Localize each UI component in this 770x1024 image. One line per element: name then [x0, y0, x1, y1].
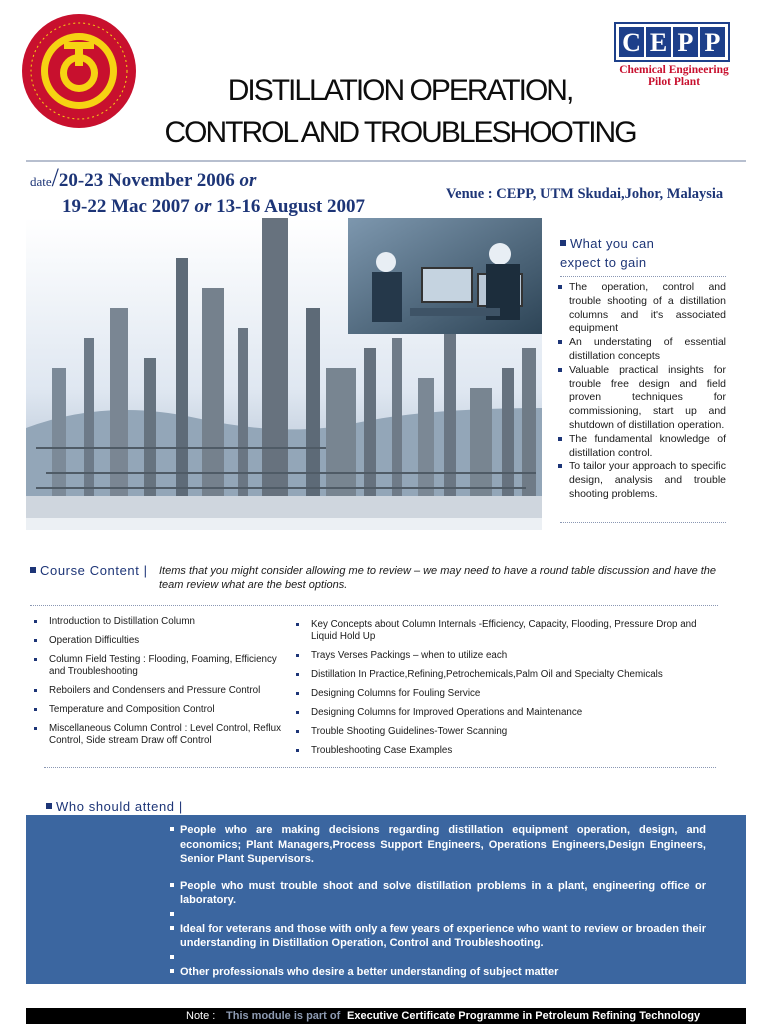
list-item: Operation Difficulties [32, 635, 282, 647]
square-bullet-icon [46, 803, 52, 809]
programme-name: Executive Certificate Programme in Petroleum Refining Technology [347, 1010, 701, 1022]
list-item: Key Concepts about Column Internals -Efficiency, Capacity, Flooding, Pressure Drop and Liquid Hold Up [294, 619, 724, 643]
list-item: Temperature and Composition Control [32, 704, 282, 716]
course-note: Items that you might consider allowing me to review – we may need to have a round table discussion and have the team review what are the best options. [159, 565, 717, 591]
list-item: People who are making decisions regarding distillation equipment operation, design, and economics; Plant Managers,Process Support Engineers, Operations Engineers,Design Engineers, Senior Plant Supervisors. [170, 823, 706, 867]
course-dates [30, 165, 365, 219]
gain-list [558, 281, 726, 502]
cepp-letters [614, 22, 730, 62]
date-or: or [239, 170, 257, 191]
list-item: The fundamental knowledge of distillation control. [558, 433, 726, 461]
list-item: Miscellaneous Column Control : Level Control, Reflux Control, Side stream Draw off Control [32, 723, 282, 747]
list-item: Troubleshooting Case Examples [294, 745, 724, 757]
gain-heading-line2: expect to gain [560, 255, 647, 270]
date-2: 19-22 Mac 2007 [62, 196, 190, 217]
note-label: Note : [186, 1010, 216, 1022]
page-title-line1: DISTILLATION OPERATION, [227, 74, 573, 107]
gain-heading [560, 234, 720, 272]
header-divider [26, 160, 746, 162]
list-item: Trays Verses Packings – when to utilize each [294, 650, 724, 662]
date-label: date [30, 174, 52, 189]
list-item: Ideal for veterans and those with only a few years of experience who want to review or broaden their understanding in Distillation Operation, Control and Troubleshooting. [170, 922, 706, 951]
list-item: Designing Columns for Improved Operations and Maintenance [294, 707, 724, 719]
university-seal-icon [20, 12, 138, 130]
date-or: or [194, 196, 212, 217]
page-title-line2: CONTROL AND TROUBLESHOOTING [164, 116, 636, 149]
course-list-left [32, 616, 282, 754]
course-list-right [294, 619, 724, 764]
cepp-letter: P [700, 27, 725, 57]
list-item: People who must trouble shoot and solve distillation problems in a plant, engineering office or laboratory. [170, 879, 706, 908]
list-item: Distillation In Practice,Refining,Petrochemicals,Palm Oil and Specialty Chemicals [294, 669, 724, 681]
list-item: Introduction to Distillation Column [32, 616, 282, 628]
list-item-empty [170, 951, 706, 965]
list-item-empty [170, 908, 706, 922]
dotted-divider [44, 767, 716, 768]
dotted-divider [560, 276, 726, 277]
venue: Venue : CEPP, UTM Skudai,Johor, Malaysia [446, 186, 724, 202]
list-item: Reboilers and Condensers and Pressure Control [32, 685, 282, 697]
note-prefix: This module is part of [226, 1010, 341, 1022]
list-item: Designing Columns for Fouling Service [294, 688, 724, 700]
who-list [170, 823, 706, 979]
date-slash: / [51, 163, 59, 192]
cepp-subtitle-line1: Chemical Engineering [619, 64, 729, 76]
refinery-photo [26, 218, 542, 530]
gain-heading-line1: What you can [570, 236, 655, 251]
course-heading [30, 563, 148, 578]
dotted-divider [560, 522, 726, 523]
list-item: Valuable practical insights for trouble free design and field proven techniques for commissioning, start up and shutdown of distillation operation. [558, 364, 726, 433]
list-item: To tailor your approach to specific design, analysis and trouble shooting problems. [558, 460, 726, 501]
course-heading-label: Course Content | [40, 563, 148, 578]
square-bullet-icon [30, 567, 36, 573]
list-item: Trouble Shooting Guidelines-Tower Scanning [294, 726, 724, 738]
list-item: Other professionals who desire a better understanding of subject matter [170, 965, 706, 980]
cepp-letter: P [673, 27, 698, 57]
list-item: The operation, control and trouble shooting of a distillation columns and it's associated equipment [558, 281, 726, 336]
who-heading [46, 799, 183, 814]
list-item: Column Field Testing : Flooding, Foaming, Efficiency and Troubleshooting [32, 654, 282, 678]
list-item: An understating of essential distillation concepts [558, 336, 726, 364]
date-1: 20-23 November 2006 [58, 170, 235, 191]
cepp-letter: C [619, 27, 644, 57]
cepp-letter: E [646, 27, 671, 57]
who-heading-label: Who should attend | [56, 799, 183, 814]
cepp-subtitle-line2: Pilot Plant [647, 76, 701, 88]
university-seal-logo [20, 12, 138, 130]
footer-note [26, 1008, 746, 1024]
dotted-divider [30, 605, 718, 606]
square-bullet-icon [560, 240, 566, 246]
date-3: 13-16 August 2007 [216, 196, 365, 217]
